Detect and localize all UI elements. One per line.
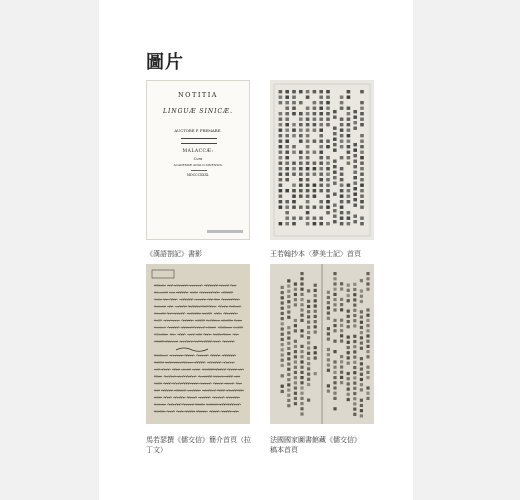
title-line-lingua: LINGUÆ SINICÆ.	[163, 108, 233, 115]
title-line-cura: Cura	[193, 157, 203, 161]
manuscript-3-writing	[270, 264, 374, 424]
title-rule-bottom	[181, 143, 217, 144]
figure-caption-2: 王若翰抄本〈夢美士記〉首頁	[270, 250, 361, 258]
figure-caption-3-line1: 馬若瑟撰《儒交信》簡介首頁（拉	[146, 436, 251, 444]
title-rule-top	[181, 138, 217, 139]
title-page-image	[146, 80, 250, 240]
manuscript-1-writing	[270, 80, 374, 240]
figure-caption-1: 《漢語劄記》書影	[146, 250, 202, 258]
figure-caption-4-line1: 法國國家圖書館藏《儒交信》	[270, 436, 361, 444]
figure-caption-3	[146, 435, 256, 455]
title-line-academy: ACADEMIÆ ANGLO-SINENSIS.	[173, 163, 223, 167]
page-title: 圖片	[146, 52, 184, 73]
manuscript-image-3	[270, 264, 374, 424]
figure-caption-4-line2: 稿本首頁	[270, 446, 298, 454]
figure-caption-3-line2: 丁文）	[146, 446, 167, 454]
title-line-malacca: MALACCÆ:	[182, 149, 214, 154]
title-rule-short	[191, 170, 207, 171]
title-line-author: AUCTORE P. PREMARE.	[174, 128, 222, 133]
figure-caption-4	[270, 435, 380, 455]
manuscript-2-writing	[146, 264, 250, 424]
manuscript-image-2	[146, 264, 250, 424]
library-stamp	[207, 230, 243, 233]
title-line-notitia: NOTITIA	[177, 91, 219, 99]
title-line-year: MDCCCXXXI.	[186, 173, 210, 177]
manuscript-image-1	[270, 80, 374, 240]
